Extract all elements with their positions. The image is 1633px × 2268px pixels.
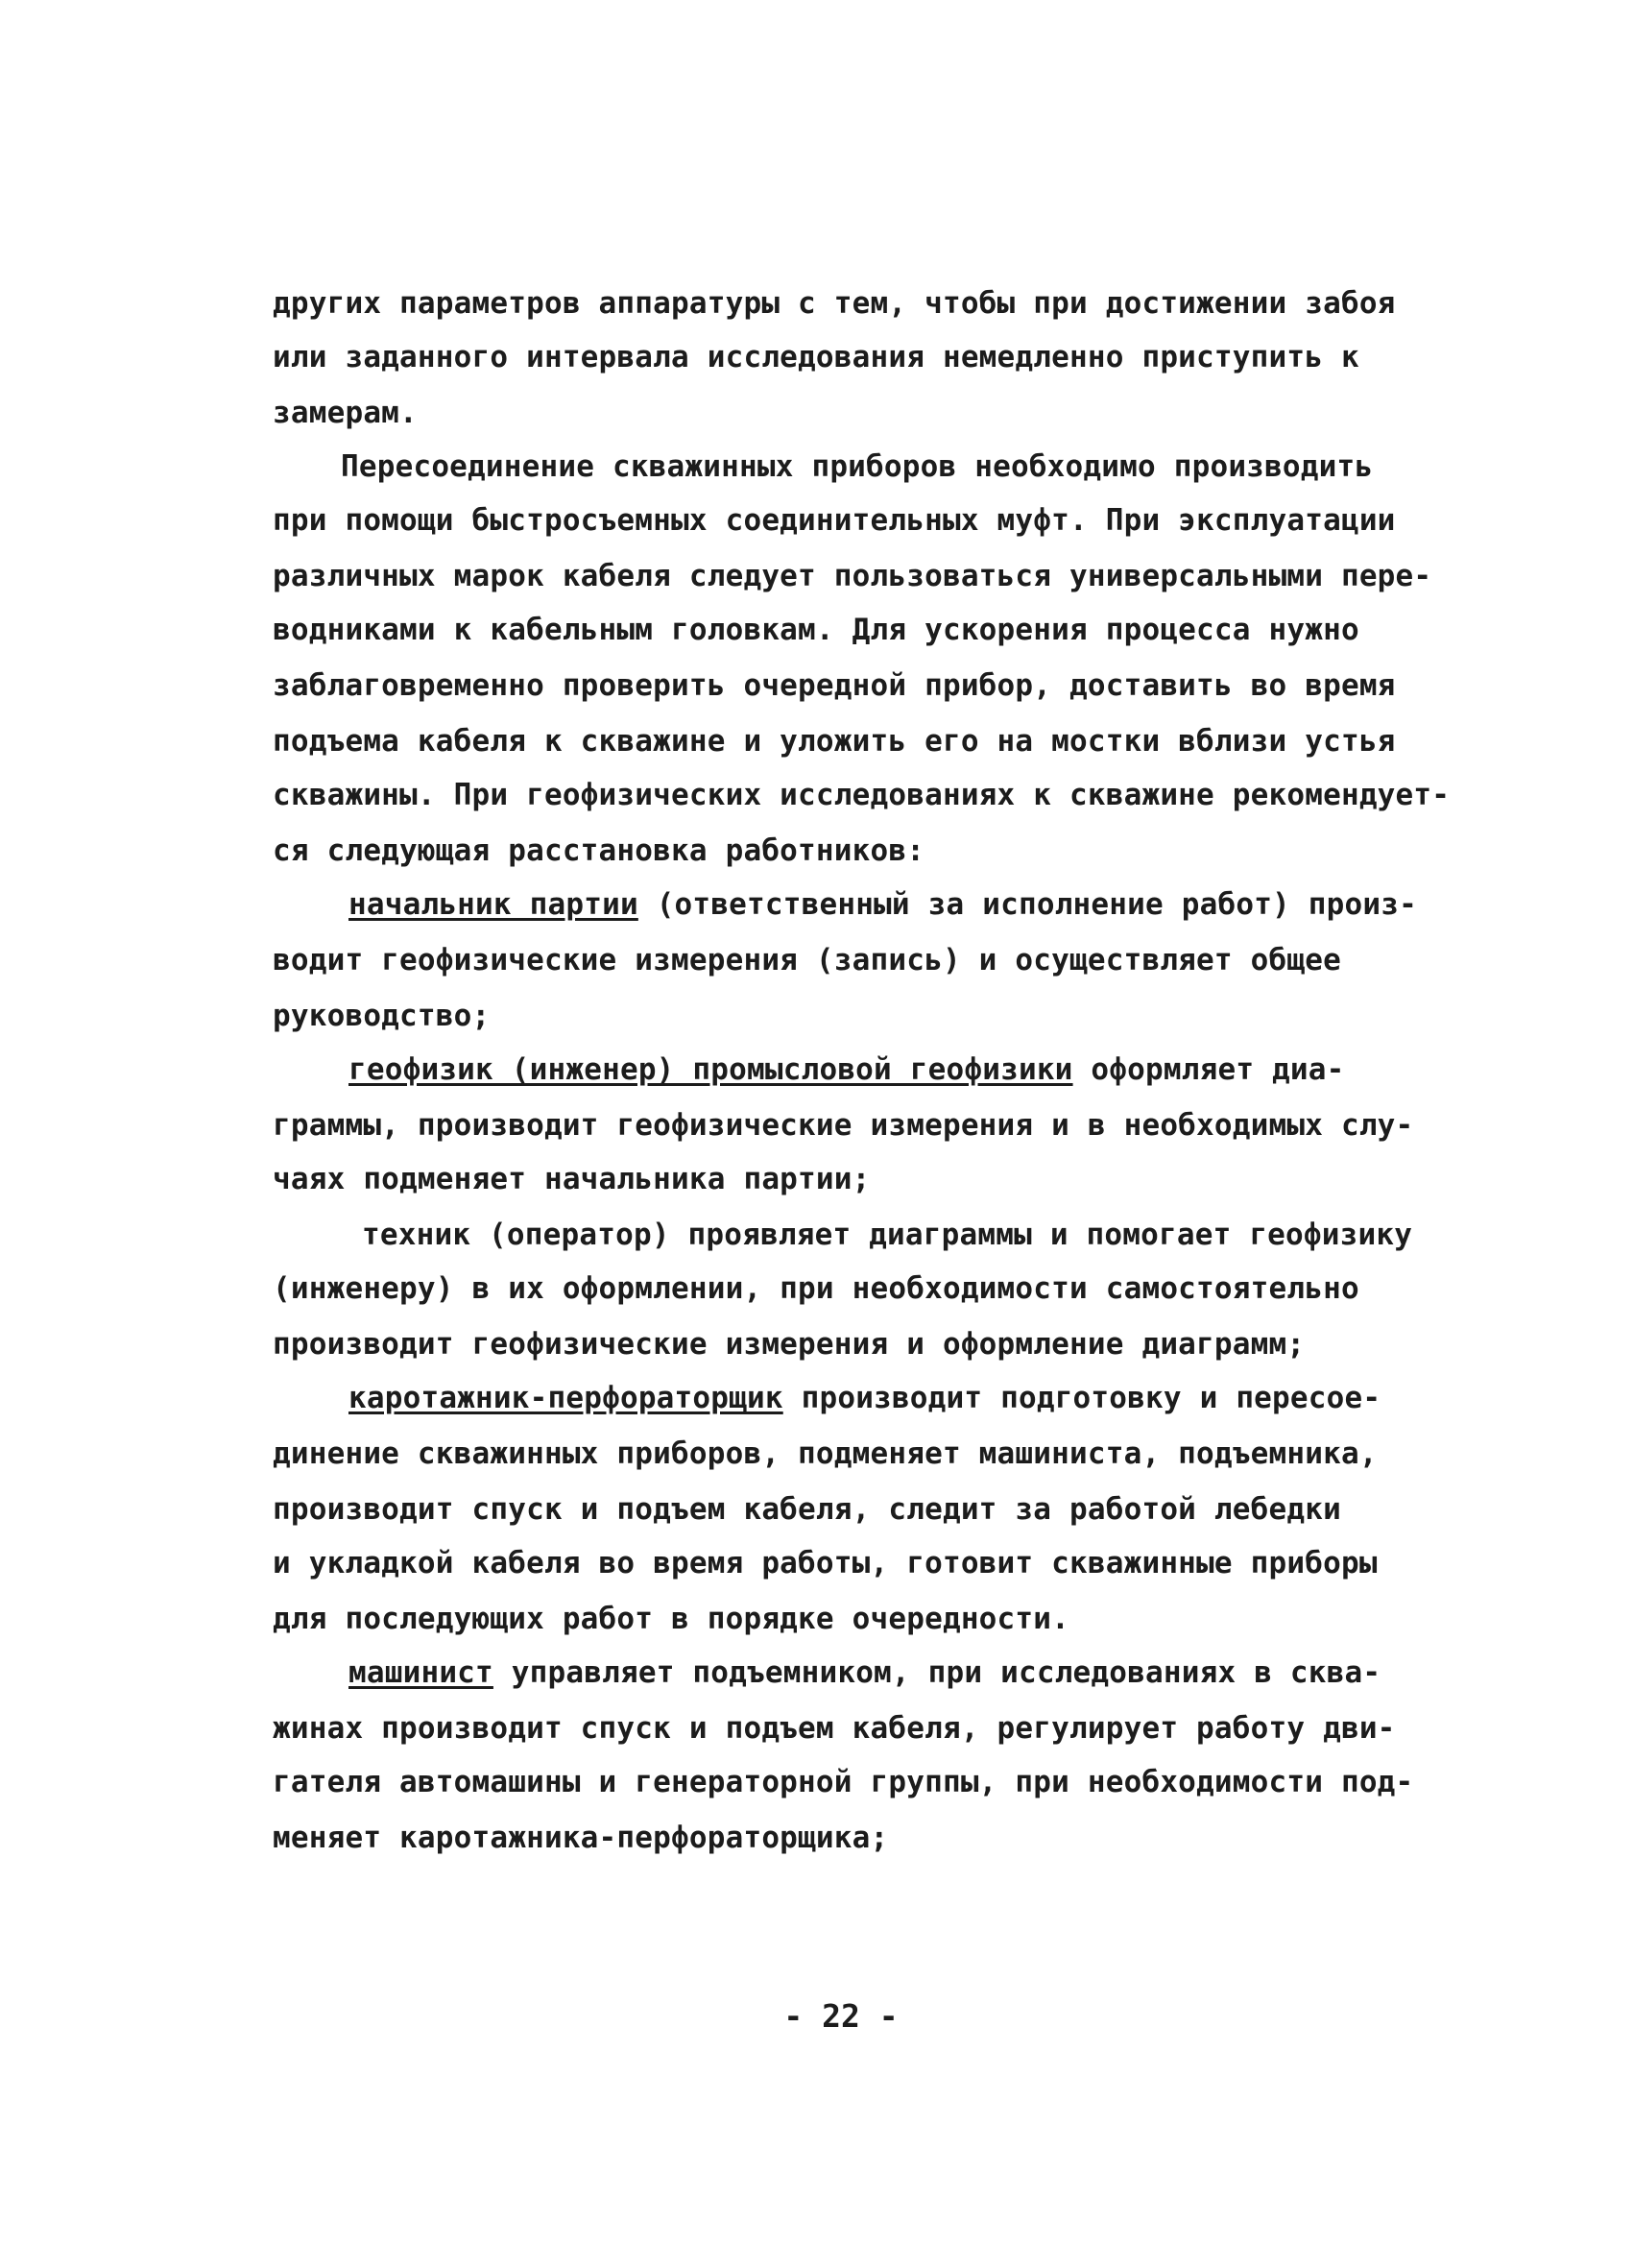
text-line [273,1490,1341,1529]
underlined-term: геофизик (инженер) промысловой геофизики [348,1052,1073,1087]
line-text: производит спуск и подъем кабеля, следит за работой лебедки [273,1492,1341,1527]
text-line [273,666,1396,705]
text-line [273,1544,1378,1582]
line-text: управляет подъемником, при исследованиях в сква- [492,1655,1381,1690]
line-text: различных марок кабеля следует пользоваться универсальными пере- [273,559,1432,593]
line-text: и укладкой кабеля во время работы, готовит скважинные приборы [273,1546,1378,1580]
line-text: меняет каротажника-перфораторщика; [273,1821,889,1855]
line-text: техник (оператор) проявляет диаграммы и помогает геофизику [362,1218,1413,1252]
line-text: производит геофизические измерения и оформление диаграмм; [273,1327,1306,1362]
text-line [348,1050,1345,1089]
text-line [348,885,1417,924]
underlined-term: машинист [348,1655,493,1690]
line-text: ся следующая расстановка работников: [273,833,925,868]
line-text: жинах производит спуск и подъем кабеля, регулирует работу дви- [273,1711,1396,1746]
underlined-term: каротажник-перфораторщик [348,1381,783,1415]
line-text: водит геофизические измерения (запись) и осуществляет общее [273,943,1341,977]
text-line [348,1653,1381,1692]
line-text: подъема кабеля к скважине и уложить его на мостки вблизи устья [273,724,1396,759]
text-line [273,1763,1413,1801]
line-text: замерам. [273,396,418,430]
text-line [273,338,1359,376]
text-line [273,722,1396,760]
text-line [273,1269,1359,1308]
line-text: для последующих работ в порядке очередности. [273,1602,1069,1636]
text-line [273,1325,1305,1363]
text-line [273,1435,1378,1473]
text-line [273,394,418,432]
line-text: динение скважинных приборов, подменяет машиниста, подъемника, [273,1436,1378,1471]
line-text: (инженеру) в их оформлении, при необходимости самостоятельно [273,1271,1359,1306]
text-line [273,284,1396,323]
text-line [273,1160,871,1198]
page-number: - 22 - [783,1997,899,2035]
line-text: гателя автомашины и генераторной группы, при необходимости под- [273,1765,1414,1799]
text-line [273,941,1341,979]
text-line [273,997,490,1035]
line-text: водниками к кабельным головкам. Для ускорения процесса нужно [273,613,1359,647]
line-text: скважины. При геофизических исследованиях к скважине рекомендует- [273,778,1451,812]
line-text: других параметров аппаратуры с тем, чтобы при достижении забоя [273,286,1396,321]
line-text: оформляет диа- [1072,1052,1345,1087]
text-line [273,776,1450,814]
text-line [273,611,1359,649]
text-line [273,1106,1413,1145]
text-line [341,447,1373,486]
line-text: Пересоединение скважинных приборов необходимо производить [341,449,1374,484]
text-line [362,1216,1412,1254]
text-line [273,1709,1396,1748]
underlined-term: начальник партии [348,887,638,922]
line-text: (ответственный за исполнение работ) произ- [637,887,1417,922]
text-line [273,501,1396,540]
text-line [273,1819,888,1857]
text-line [273,557,1431,595]
line-text: или заданного интервала исследования немедленно приступить к [273,340,1359,374]
line-text: при помощи быстросъемных соединительных муфт. При эксплуатации [273,503,1396,538]
line-text: производит подготовку и пересое- [782,1381,1381,1415]
line-text: заблаговременно проверить очередной прибор, доставить во время [273,668,1396,703]
text-line [273,1600,1069,1638]
line-text: граммы, производит геофизические измерения и в необходимых слу- [273,1108,1414,1143]
text-line [348,1379,1381,1417]
line-text: чаях подменяет начальника партии; [273,1162,871,1196]
line-text: руководство; [273,999,491,1033]
text-line [273,832,925,870]
